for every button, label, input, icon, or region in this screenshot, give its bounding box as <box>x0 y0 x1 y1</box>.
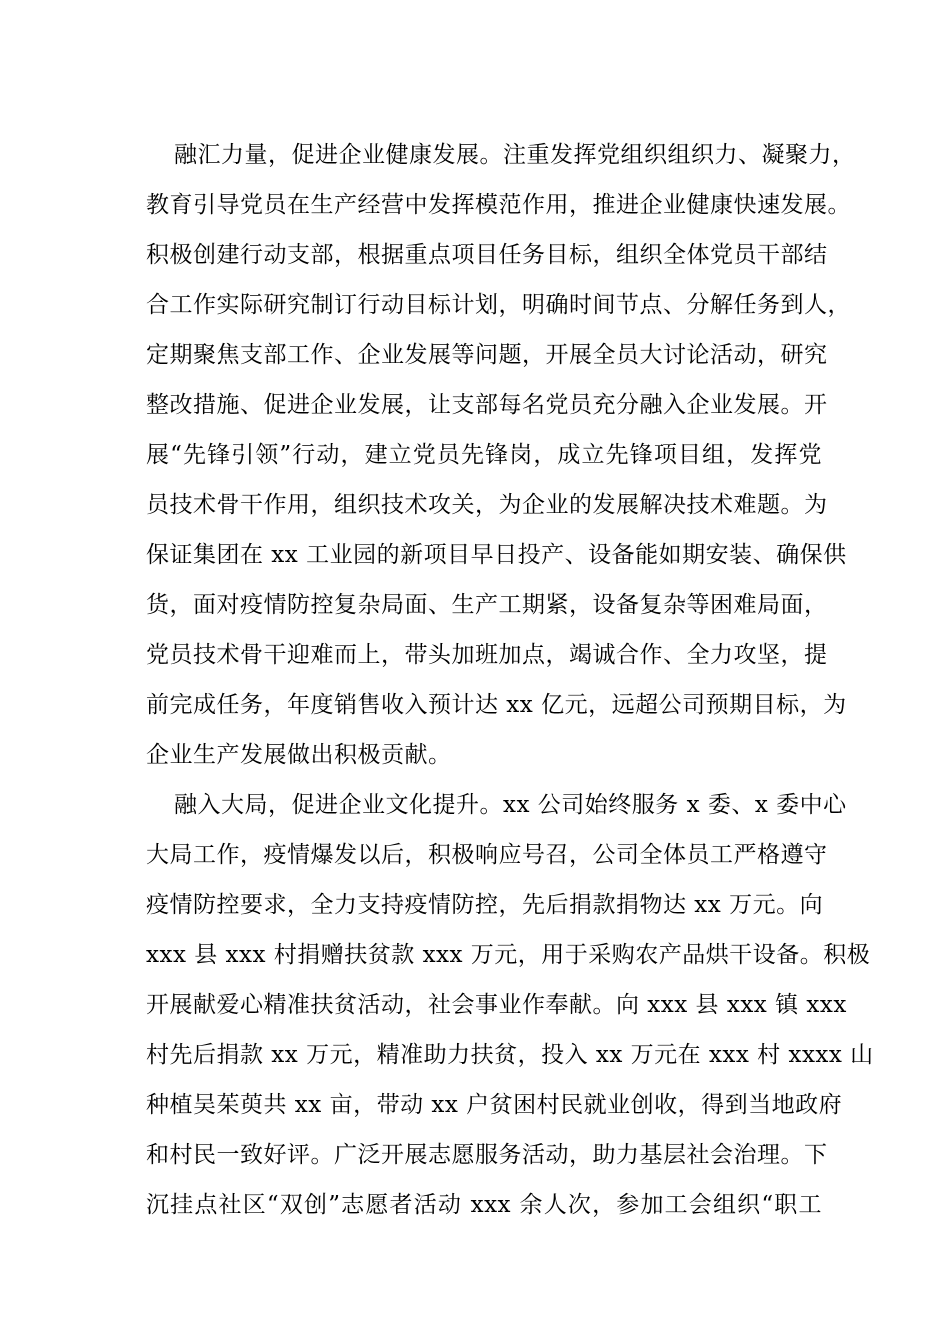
text-line: 前完成任务，年度销售收入预计达 xx 亿元，远超公司预期目标，为 <box>146 692 847 718</box>
text-line: 企业生产发展做出积极贡献。 <box>146 742 452 768</box>
document-body <box>146 130 874 1230</box>
text-line: 和村民一致好评。广泛开展志愿服务活动，助力基层社会治理。下 <box>146 1142 828 1168</box>
text-line: 疫情防控要求，全力支持疫情防控，先后捐款捐物达 xx 万元。向 <box>146 892 824 918</box>
text-line: 教育引导党员在生产经营中发挥模范作用，推进企业健康快速发展。 <box>146 192 851 218</box>
text-line: 开展献爱心精准扶贫活动，社会事业作奉献。向 xxx 县 xxx 镇 xxx <box>146 992 847 1018</box>
text-line: 融入大局，促进企业文化提升。xx 公司始终服务 x 委、x 委中心 <box>174 792 847 818</box>
text-line: 沉挂点社区“双创”志愿者活动 xxx 余人次，参加工会组织“职工 <box>146 1192 822 1218</box>
text-line: 党员技术骨干迎难而上，带头加班加点，竭诚合作、全力攻坚，提 <box>146 642 828 668</box>
text-line: 合工作实际研究制订行动目标计划，明确时间节点、分解任务到人， <box>146 292 851 318</box>
text-line: 种植吴茱萸共 xx 亩，带动 xx 户贫困村民就业创收，得到当地政府 <box>146 1092 843 1118</box>
text-line: 积极创建行动支部，根据重点项目任务目标，组织全体党员干部结 <box>146 242 828 268</box>
text-line: 货，面对疫情防控复杂局面、生产工期紧，设备复杂等困难局面， <box>146 592 828 618</box>
paragraph-1 <box>146 130 856 780</box>
text-line: 员技术骨干作用，组织技术攻关，为企业的发展解决技术难题。为 <box>146 492 828 518</box>
text-line: 展“先锋引领”行动，建立党员先锋岗，成立先锋项目组，发挥党 <box>146 442 822 468</box>
text-line: 大局工作，疫情爆发以后，积极响应号召，公司全体员工严格遵守 <box>146 842 828 868</box>
text-line: 定期聚焦支部工作、企业发展等问题，开展全员大讨论活动，研究 <box>146 342 828 368</box>
paragraph-2 <box>146 780 874 1230</box>
text-line: 整改措施、促进企业发展，让支部每名党员充分融入企业发展。开 <box>146 392 828 418</box>
text-line: 融汇力量，促进企业健康发展。注重发挥党组织组织力、凝聚力， <box>174 142 856 168</box>
text-line: 村先后捐款 xx 万元，精准助力扶贫，投入 xx 万元在 xxx 村 xxxx 山 <box>146 1042 874 1068</box>
text-line: 保证集团在 xx 工业园的新项目早日投产、设备能如期安装、确保供 <box>146 542 847 568</box>
text-line: xxx 县 xxx 村捐赠扶贫款 xxx 万元，用于采购农产品烘干设备。积极 <box>146 942 871 968</box>
